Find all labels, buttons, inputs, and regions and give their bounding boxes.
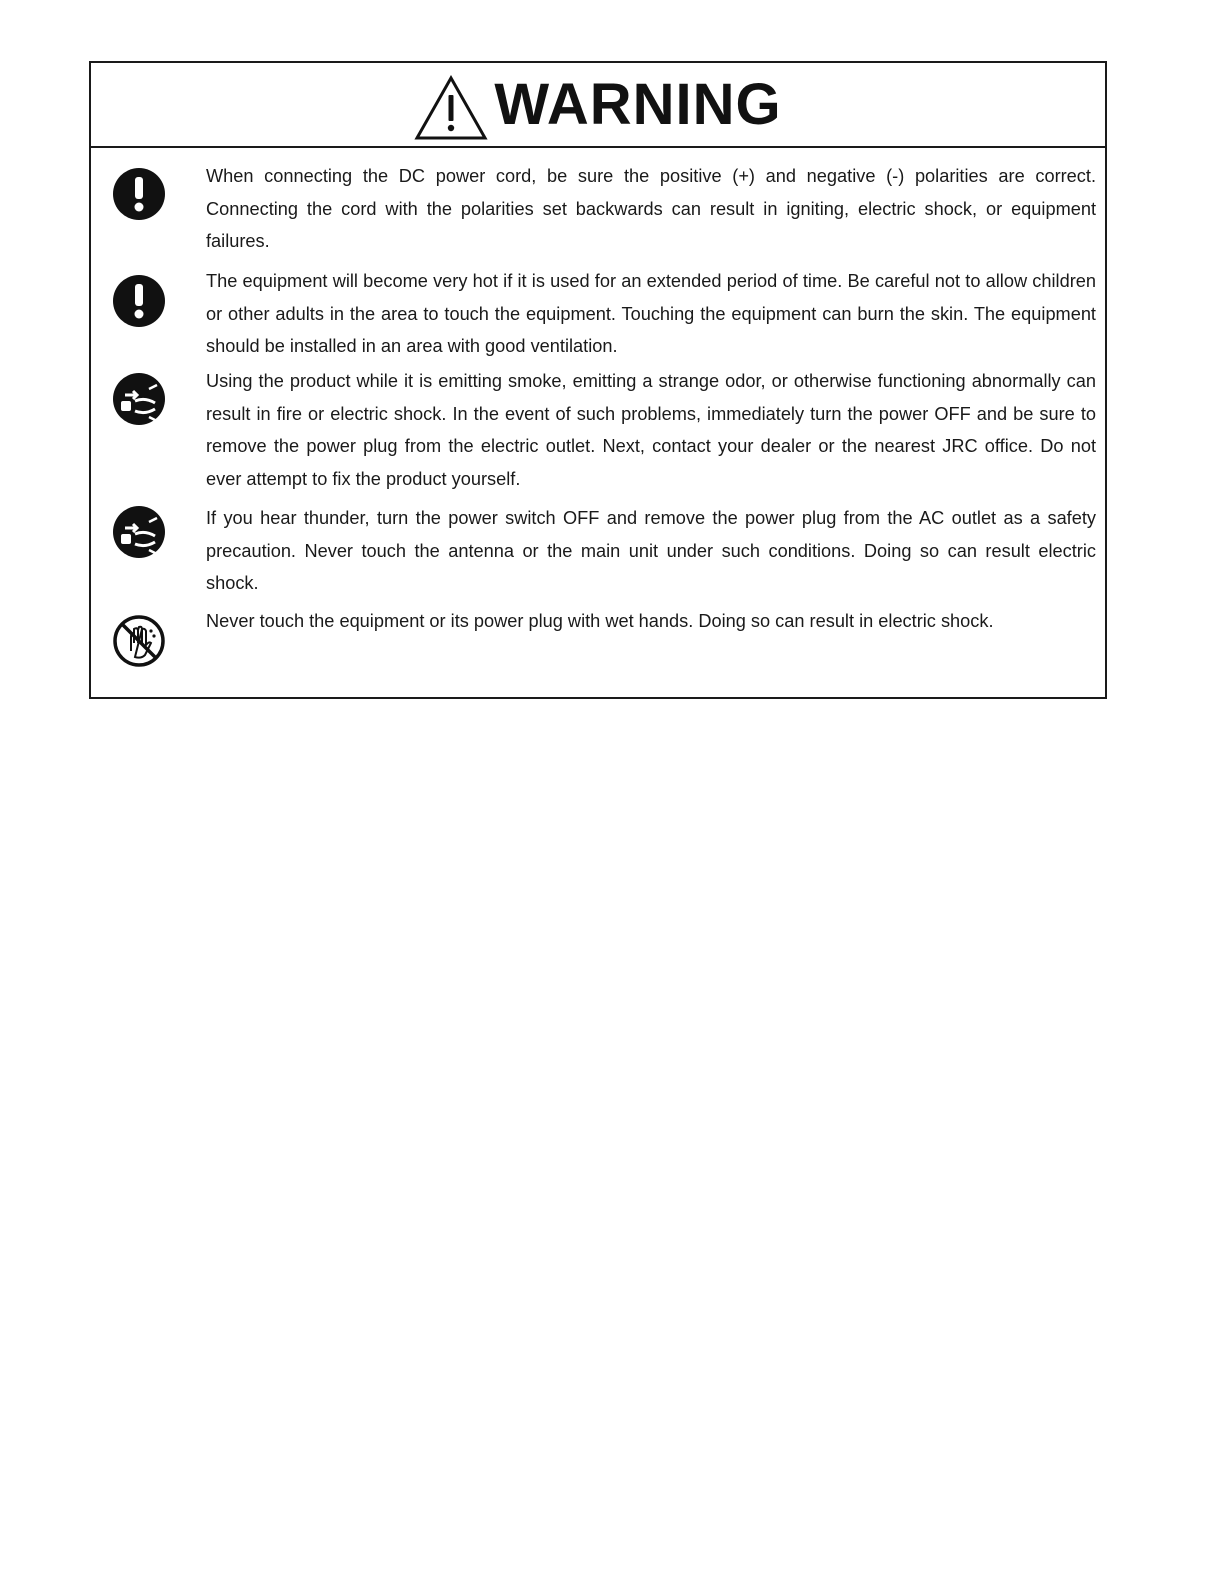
warning-title: WARNING (494, 71, 782, 137)
warning-item-text: When connecting the DC power cord, be sure the positive (+) and negative (-) polarities are correct. Connecting the cord with the polarities set backwards can result in igniting, electric shock, or equipment failures. (206, 166, 1096, 251)
warning-header (91, 63, 1105, 148)
warning-box (89, 61, 1107, 699)
warning-triangle-icon (414, 75, 488, 141)
mandatory-exclamation-icon (111, 273, 167, 329)
warning-item-text: If you hear thunder, turn the power switch OFF and remove the power plug from the AC outlet as a safety precaution. Never touch the antenna or the main unit under such conditions. Doing so can result electric shock. (206, 508, 1096, 593)
mandatory-exclamation-icon (111, 166, 167, 222)
unplug-power-icon (111, 504, 167, 560)
warning-item-text: Never touch the equipment or its power plug with wet hands. Doing so can result in electric shock. (206, 611, 994, 631)
no-wet-hands-icon (111, 613, 167, 669)
warning-item-text: Using the product while it is emitting smoke, emitting a strange odor, or otherwise functioning abnormally can result in fire or electric shock. In the event of such problems, immediately turn the power OFF and be sure to remove the power plug from the electric outlet. Next, contact your dealer or the nearest JRC office. Do not ever attempt to fix the product yourself. (206, 371, 1096, 489)
warning-item-text: The equipment will become very hot if it is used for an extended period of time. Be careful not to allow children or other adults in the area to touch the equipment. Touching the equipment can burn the skin. The equipment should be installed in an area with good ventilation. (206, 271, 1096, 356)
unplug-power-icon (111, 371, 167, 427)
